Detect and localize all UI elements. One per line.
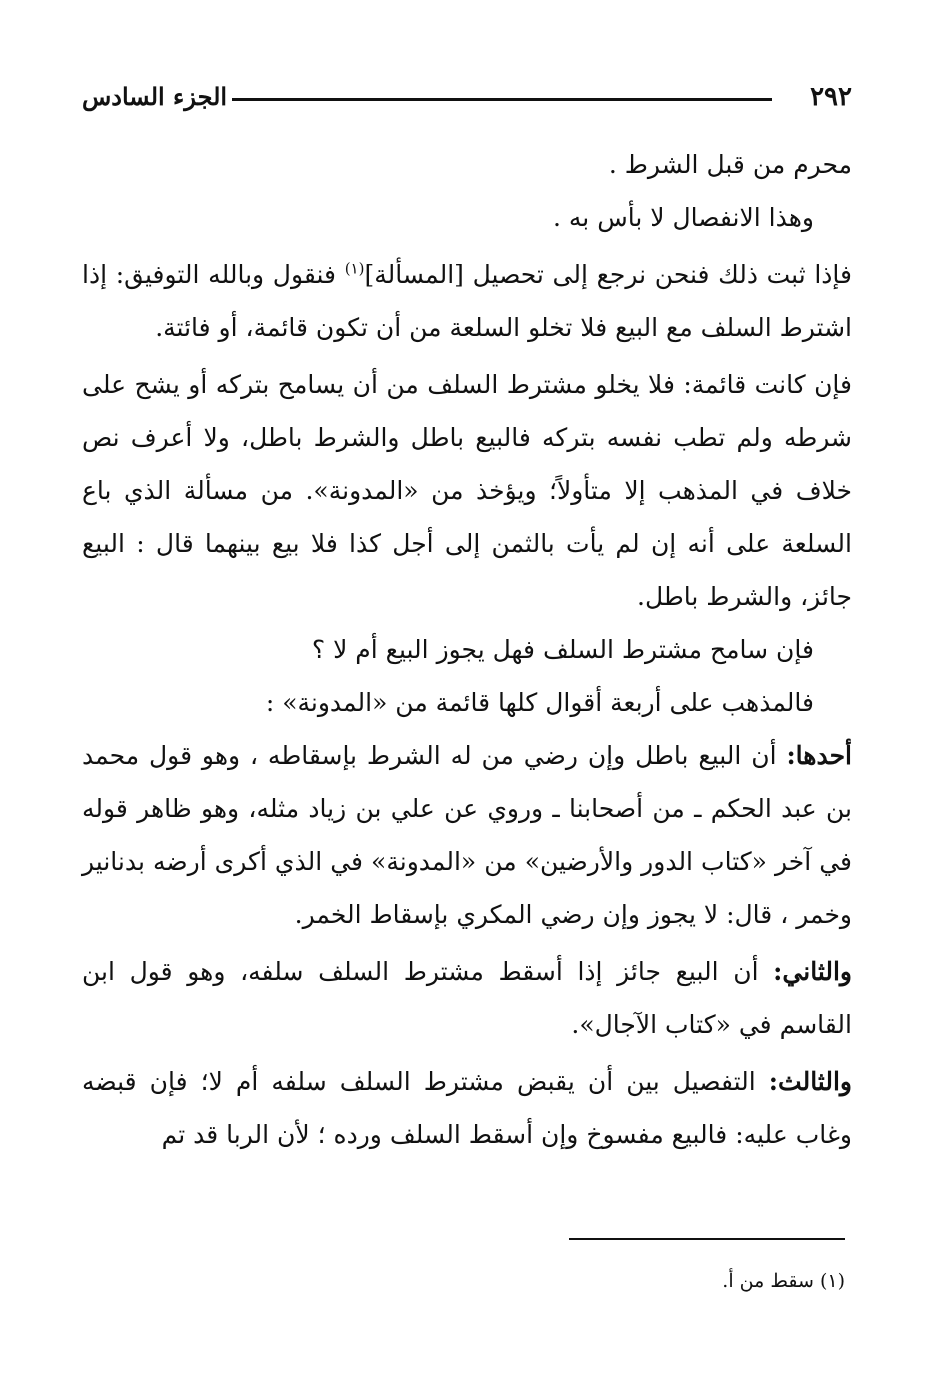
paragraph: فإن كانت قائمة: فلا يخلو مشترط السلف من أن يسامح بتركه أو يشح على شرطه ولم تطب نفسه بتركه فالبيع باطل والشرط باطل، ولا أعرف نص خلاف في المذهب إلا متأولاً؛ ويؤخذ من «المدونة». من مسألة الذي باع السلعة على أنه إن لم يأت بالثمن إلى أجل كذا فلا بيع بينهما قال : البيع جائز، والشرط باطل. (82, 370, 852, 611)
footnote-separator (569, 1238, 845, 1240)
paragraph (82, 1055, 852, 1161)
paragraph-text: أن البيع جائز إذا أسقط مشترط السلف سلفه، وهو قول ابن القاسم في «كتاب الآجال». (82, 957, 852, 1039)
paragraph: وهذا الانفصال لا بأس به . (553, 203, 814, 232)
paragraph-label: والثاني: (773, 957, 852, 986)
paragraph-text: فإذا ثبت ذلك فنحن نرجع إلى تحصيل [المسألة] (364, 260, 853, 289)
paragraph-text: أن البيع باطل وإن رضي من له الشرط بإسقاطه ، وهو قول محمد بن عبد الحكم ـ من أصحابنا ـ وروي عن علي بن زياد مثله، وهو ظاهر قوله في آخر «كتاب الدور والأرضين» من «المدونة» في الذي أكرى أرضه بدنانير وخمر ، قال: لا يجوز وإن رضي المكري بإسقاط الخمر. (82, 741, 852, 929)
paragraph: فإن سامح مشترط السلف فهل يجوز البيع أم لا ؟ (311, 635, 814, 664)
page-header (82, 78, 852, 118)
paragraph (82, 248, 852, 354)
paragraph (82, 945, 852, 1051)
paragraph (82, 729, 852, 941)
paragraph: محرم من قبل الشرط . (608, 150, 852, 179)
page-number: ٢٩٢ (810, 82, 852, 112)
main-text (82, 138, 852, 1161)
paragraph-text: التفصيل بين أن يقبض مشترط السلف سلفه أم لا؛ فإن قبضه وغاب عليه: فالبيع مفسوخ وإن أسقط السلف ورده ؛ لأن الربا قد تم (82, 1067, 852, 1149)
header-rule (232, 98, 772, 101)
footnote: (١) سقط من أ. (722, 1270, 845, 1292)
paragraph: فالمذهب على أربعة أقوال كلها قائمة من «المدونة» : (265, 688, 814, 717)
footnote-marker: (١) (344, 259, 365, 278)
paragraph-label: أحدها: (786, 741, 852, 770)
running-title: الجزء السادس (82, 82, 228, 111)
paragraph-text: فنقول وبالله التوفيق: إذا اشترط السلف مع البيع فلا تخلو السلعة من أن تكون قائمة، أو فائتة. (82, 260, 852, 342)
paragraph-label: والثالث: (768, 1067, 852, 1096)
